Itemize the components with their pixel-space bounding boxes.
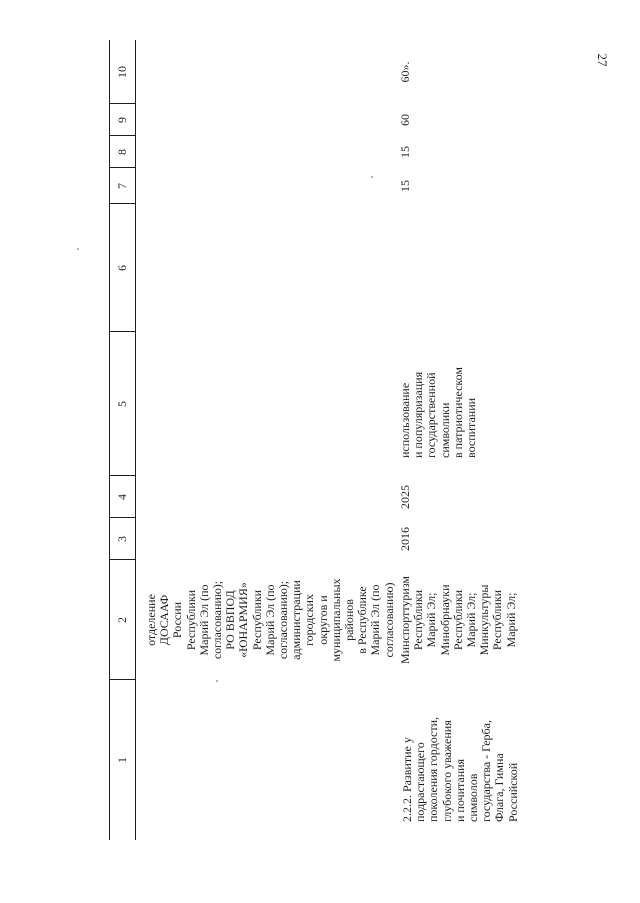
- column-header-2: 2: [115, 617, 129, 623]
- row-value-col10: 60».: [398, 61, 412, 83]
- column-header-4: 4: [115, 494, 129, 500]
- scan-speck: [216, 680, 218, 682]
- row-measure-cell: 2.2.2. Развитие у подрастающего поколения гордости, глубокого уважения и почитания символов государства - Герба, Флага, Гимна Российской: [400, 716, 520, 822]
- column-header-6: 6: [115, 265, 129, 271]
- scan-speck: [371, 176, 373, 178]
- table-top-rule: [109, 40, 110, 840]
- column-header-1: 1: [115, 757, 129, 763]
- row-value-col8: 15: [398, 146, 412, 158]
- prev-row-responsible-cell: отделение ДОСААФ России Республики Марий Эл (по согласованию); РО ВВПОД «ЮНАРМИЯ» Республики Марий Эл (по согласованию); администрации городских округов и муниципальных районов в Республике Марий Эл (по согласованию): [144, 578, 396, 662]
- header-bottom-rule: [135, 40, 136, 840]
- row-start-year-cell: 2016: [398, 527, 412, 551]
- column-header-8: 8: [115, 149, 129, 155]
- scan-speck: [77, 248, 79, 250]
- rotated-table: [109, 40, 520, 840]
- row-indicator-cell: использование и популяризация государственной символики в патриотическом воспитании: [398, 367, 479, 458]
- row-value-col9: 60: [398, 114, 412, 126]
- column-header-9: 9: [115, 117, 129, 123]
- page-number: 27: [595, 53, 610, 67]
- column-header-5: 5: [115, 401, 129, 407]
- column-header-3: 3: [115, 536, 129, 542]
- column-header-10: 10: [115, 66, 129, 78]
- column-header-7: 7: [115, 183, 129, 189]
- row-value-col7: 15: [398, 180, 412, 192]
- row-end-year-cell: 2025: [398, 485, 412, 509]
- row-responsible-cell: Минспорттуризм Республики Марий Эл; Минобрнауки Республики Марий Эл; Минкультуры Республики Марий Эл;: [398, 575, 518, 665]
